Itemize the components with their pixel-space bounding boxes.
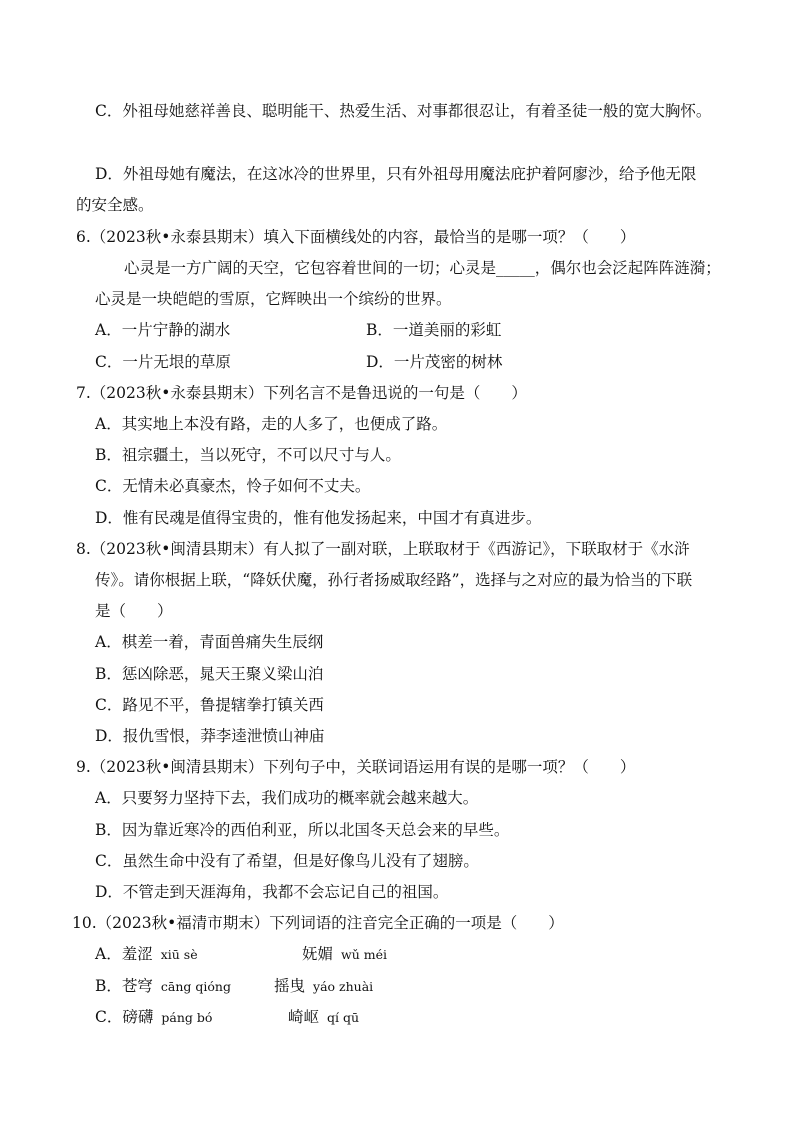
- question-8-option-b: B．惩凶除恶，晁天王聚义梁山泊: [95, 665, 324, 683]
- question-10-option-a-second: [302, 944, 387, 965]
- option-a-word2: 妩媚: [302, 945, 334, 963]
- question-6-stem: 6.（2023秋•永泰县期末）填入下面横线处的内容，最恰当的是哪一项？（ ）: [76, 228, 636, 246]
- question-7-option-d: D．惟有民魂是值得宝贵的，惟有他发扬起来，中国才有真进步。: [95, 509, 542, 527]
- option-b-word2: 摇曳: [274, 977, 306, 995]
- question-7-option-c: C．无情未必真豪杰，怜子如何不丈夫。: [95, 477, 371, 495]
- question-9-stem: 9.（2023秋•闽清县期末）下列句子中，关联词语运用有误的是哪一项？（ ）: [76, 758, 636, 776]
- prev-option-d-line1: D．外祖母她有魔法，在这冰冷的世界里，只有外祖母用魔法庇护着阿廖沙，给予他无限: [95, 165, 697, 183]
- question-10-option-c-second: [288, 1007, 359, 1028]
- question-6-option-d: D．一片茂密的树林: [366, 353, 503, 371]
- option-b-pinyin2: yáo zhuài: [313, 979, 374, 994]
- question-6-option-a: A．一片宁静的湖水: [95, 321, 231, 339]
- question-6-option-b: B．一道美丽的彩虹: [366, 321, 502, 339]
- question-6-passage-line2: 心灵是一块皑皑的雪原，它辉映出一个缤纷的世界。: [95, 290, 452, 308]
- option-c-pinyin2: qí qū: [327, 1010, 360, 1025]
- question-10-option-b: [95, 976, 231, 997]
- prev-option-d-line2: 的安全感。: [76, 196, 154, 214]
- question-9-option-d: D．不管走到天涯海角，我都不会忘记自己的祖国。: [95, 883, 449, 901]
- question-6-option-c: C．一片无垠的草原: [95, 353, 231, 371]
- option-b-word1: B．苍穹: [95, 977, 153, 995]
- question-10-option-b-second: [274, 976, 373, 997]
- option-a-pinyin2: wǔ méi: [341, 947, 387, 962]
- question-9-option-b: B．因为靠近寒冷的西伯利亚，所以北国冬天总会来的早些。: [95, 821, 510, 839]
- question-9-option-a: A．只要努力坚持下去，我们成功的概率就会越来越大。: [95, 789, 479, 807]
- question-9-option-c: C．虽然生命中没有了希望，但是好像鸟儿没有了翅膀。: [95, 852, 479, 870]
- question-6-passage-line1: 心灵是一方广阔的天空，它包容着世间的一切；心灵是_____，偶尔也会泛起阵阵涟漪；: [124, 259, 721, 277]
- question-8-option-c: C．路见不平，鲁提辖拳打镇关西: [95, 696, 324, 714]
- question-10-option-a: [95, 944, 198, 965]
- question-8-stem-line1: 8.（2023秋•闽清县期末）有人拟了一副对联，上联取材于《西游记》，下联取材于《水浒: [76, 540, 690, 558]
- option-c-word2: 崎岖: [288, 1008, 320, 1026]
- question-10-option-c: [95, 1007, 212, 1028]
- option-c-pinyin1: páng bó: [161, 1010, 213, 1025]
- option-b-pinyin1: cāng qióng: [160, 979, 231, 994]
- question-10-stem: 10.（2023秋•福清市期末）下列词语的注音完全正确的一项是（ ）: [72, 914, 564, 932]
- question-7-stem: 7.（2023秋•永泰县期末）下列名言不是鲁迅说的一句是（ ）: [76, 384, 527, 402]
- question-8-option-d: D．报仇雪恨，莽李逵泄愤山神庙: [95, 727, 325, 745]
- question-7-option-b: B．祖宗疆土，当以死守，不可以尺寸与人。: [95, 446, 401, 464]
- prev-option-c: C．外祖母她慈祥善良、聪明能干、热爱生活、对事都很忍让，有着圣徒一般的宽大胸怀。: [95, 102, 712, 120]
- option-a-word1: A．羞涩: [95, 945, 153, 963]
- question-8-option-a: A．棋差一着，青面兽痛失生辰纲: [95, 633, 324, 651]
- option-c-word1: C．磅礴: [95, 1008, 154, 1026]
- question-8-stem-line3: 是（ ）: [95, 602, 173, 620]
- question-7-option-a: A．其实地上本没有路，走的人多了，也便成了路。: [95, 415, 448, 433]
- question-8-stem-line2: 传》。请你根据上联，“降妖伏魔，孙行者扬威取经路”，选择与之对应的最为恰当的下联: [95, 571, 693, 589]
- option-a-pinyin1: xiū sè: [160, 947, 198, 962]
